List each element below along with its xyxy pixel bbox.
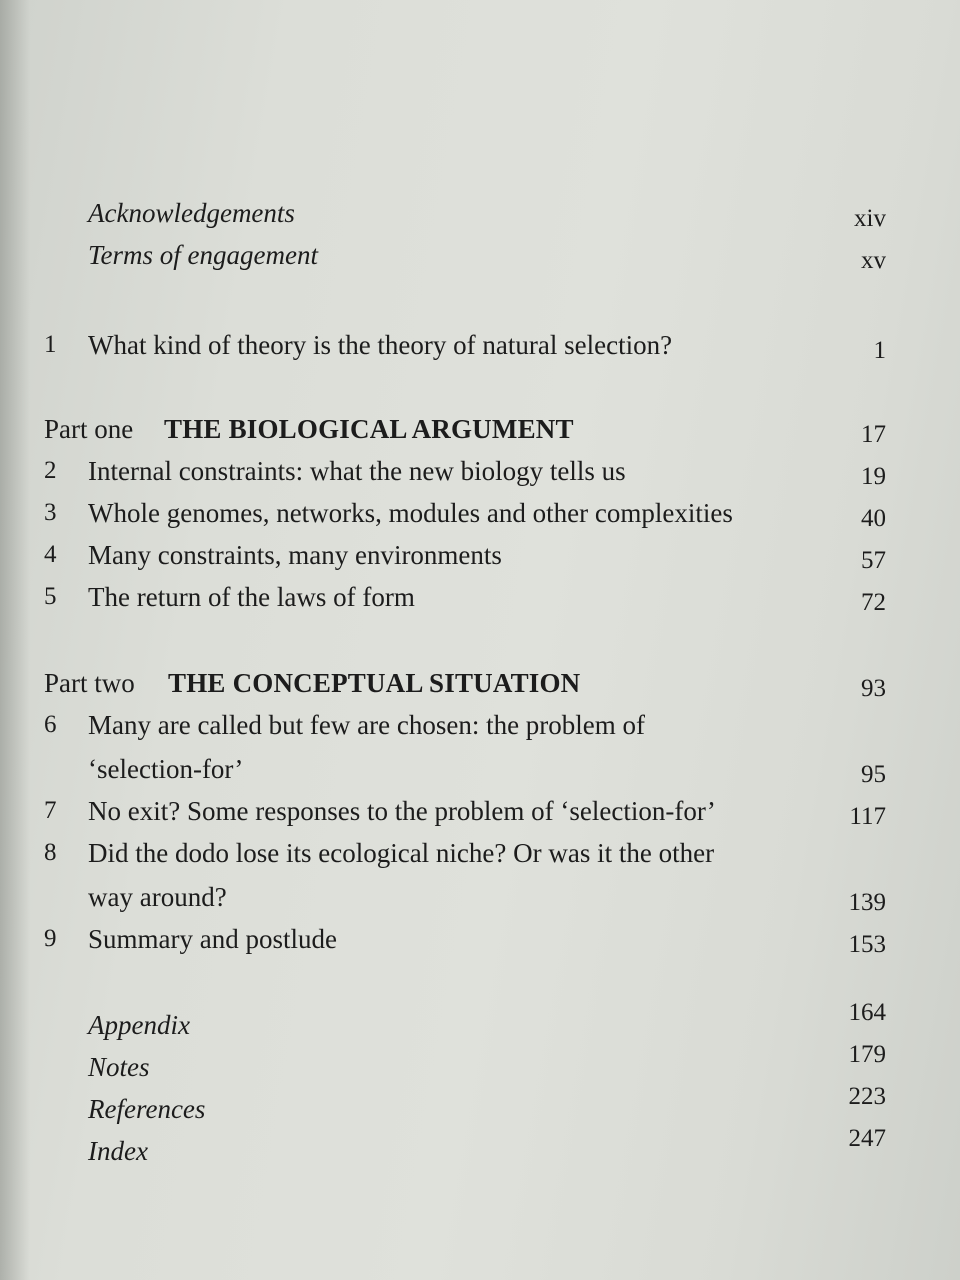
toc-entry-chapter-1 <box>44 324 886 366</box>
toc-entry-chapter-3 <box>44 492 886 534</box>
entry-title: Many are called but few are chosen: the problem of <box>88 710 646 740</box>
chapter-number: 5 <box>44 583 57 610</box>
entry-title: References <box>88 1094 206 1124</box>
entry-page: 93 <box>861 675 886 702</box>
entry-page: 223 <box>848 1083 886 1110</box>
part-label: Part one <box>44 414 134 444</box>
part-label: Part two <box>44 668 135 698</box>
entry-page: 117 <box>849 803 886 830</box>
entry-page: 57 <box>861 547 886 574</box>
entry-title: Whole genomes, networks, modules and other complexities <box>88 498 733 528</box>
chapter-number: 2 <box>44 457 57 484</box>
entry-title: Acknowledgements <box>88 198 295 228</box>
entry-title: What kind of theory is the theory of natural selection? <box>88 330 673 360</box>
entry-page: 179 <box>848 1041 886 1068</box>
entry-title: Did the dodo lose its ecological niche? Or was it the other <box>88 838 715 868</box>
chapter-number: 3 <box>44 499 57 526</box>
entry-title: Index <box>88 1136 148 1166</box>
entry-title: Notes <box>88 1052 150 1082</box>
entry-page: 153 <box>848 931 886 958</box>
chapter-number: 8 <box>44 839 57 866</box>
part-title: THE BIOLOGICAL ARGUMENT <box>164 414 574 444</box>
toc-entry-appendix <box>44 999 886 1046</box>
entry-page: 40 <box>861 505 886 532</box>
entry-title: Appendix <box>88 1010 190 1040</box>
part-one-heading <box>44 408 886 450</box>
entry-page: 95 <box>861 761 886 788</box>
toc-entry-chapter-5 <box>44 576 886 618</box>
entry-title: Summary and postlude <box>88 924 337 954</box>
toc-entry-chapter-8 <box>44 832 886 874</box>
chapter-number: 9 <box>44 925 57 952</box>
chapter-number: 6 <box>44 711 57 738</box>
toc-entry-chapter-9 <box>44 918 886 960</box>
entry-page: xv <box>861 247 886 274</box>
chapter-number: 4 <box>44 541 57 568</box>
toc-entry-index <box>44 1125 886 1172</box>
entry-page: 72 <box>861 589 886 616</box>
entry-page: xiv <box>854 205 886 232</box>
entry-page: 17 <box>861 421 886 448</box>
part-title: THE CONCEPTUAL SITUATION <box>168 668 581 698</box>
toc-entry-acknowledgements <box>44 192 886 234</box>
chapter-number: 7 <box>44 797 57 824</box>
toc-entry-chapter-6 <box>44 704 886 746</box>
entry-page: 139 <box>848 889 886 916</box>
toc-entry-chapter-6-continued <box>44 748 886 790</box>
toc-entry-terms-of-engagement <box>44 234 886 276</box>
entry-title-continuation: ‘selection-for’ <box>88 754 244 784</box>
entry-page: 1 <box>873 337 886 364</box>
entry-title: Many constraints, many environments <box>88 540 502 570</box>
toc-entry-notes <box>44 1041 886 1088</box>
entry-page: 164 <box>848 999 886 1026</box>
toc-entry-chapter-2 <box>44 450 886 492</box>
entry-title: No exit? Some responses to the problem of ‘selection-for’ <box>88 796 716 826</box>
toc-entry-references <box>44 1083 886 1130</box>
chapter-number: 1 <box>44 331 57 358</box>
toc-entry-chapter-7 <box>44 790 886 832</box>
entry-title: The return of the laws of form <box>88 582 415 612</box>
entry-title-continuation: way around? <box>88 882 227 912</box>
entry-page: 247 <box>848 1125 886 1152</box>
toc-entry-chapter-4 <box>44 534 886 576</box>
part-two-heading <box>44 662 886 704</box>
entry-title: Terms of engagement <box>88 240 318 270</box>
entry-page: 19 <box>861 463 886 490</box>
toc-entry-chapter-8-continued <box>44 876 886 918</box>
entry-title: Internal constraints: what the new biology tells us <box>88 456 626 486</box>
